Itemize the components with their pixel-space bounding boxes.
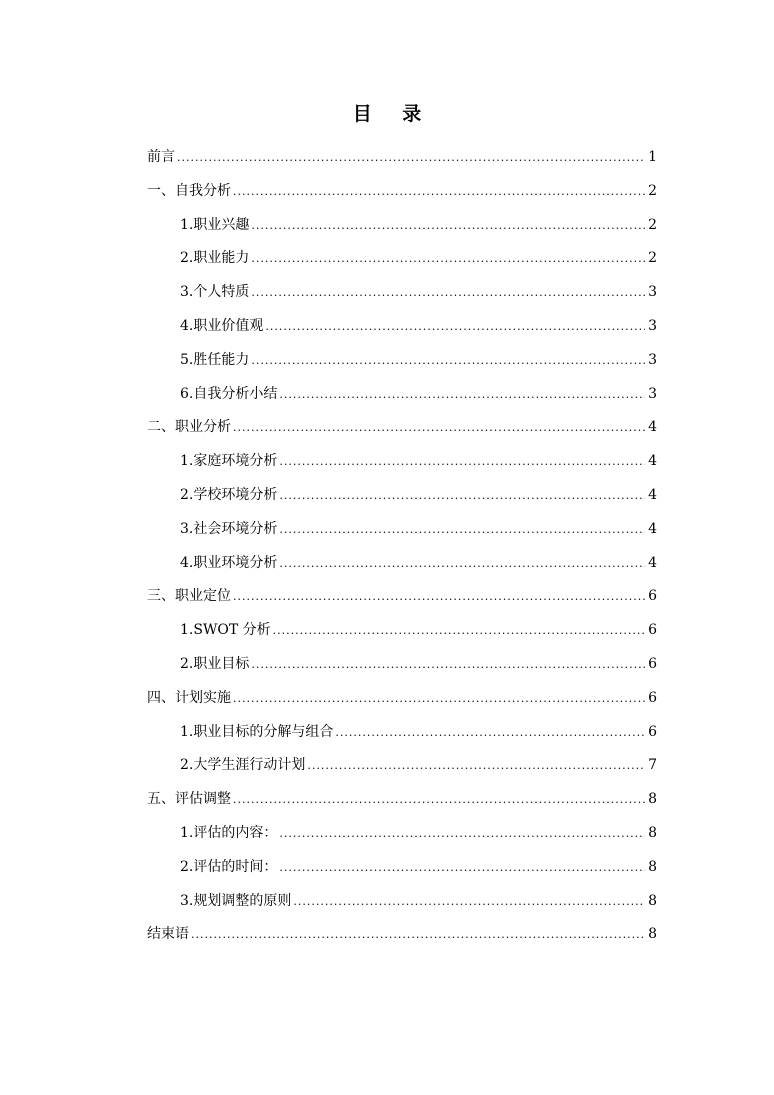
toc-dot-leader — [251, 651, 645, 679]
toc-entry[interactable] — [147, 413, 657, 447]
toc-entry-label: 4.职业环境分析 — [180, 554, 278, 571]
toc-dot-leader — [293, 888, 645, 916]
toc-entry-label: 4.职业价值观 — [180, 317, 264, 334]
toc-entry-label: 五、评估调整 — [147, 791, 231, 808]
toc-entry-page-number: 4 — [648, 486, 657, 503]
toc-entry-label: 2.评估的时间： — [180, 858, 278, 875]
toc-entry[interactable] — [147, 211, 657, 245]
toc-entry-page-number: 6 — [648, 622, 657, 639]
toc-dot-leader — [279, 516, 645, 544]
toc-dot-leader — [251, 212, 645, 240]
toc-entry[interactable] — [147, 819, 657, 853]
toc-entry[interactable] — [147, 143, 657, 177]
toc-entry-label: 1.评估的内容： — [180, 824, 278, 841]
toc-dot-leader — [191, 921, 645, 949]
toc-entry-page-number: 4 — [648, 554, 657, 571]
toc-dot-leader — [177, 144, 645, 172]
toc-entry-page-number: 6 — [648, 689, 657, 706]
toc-entry[interactable] — [147, 312, 657, 346]
toc-entry[interactable] — [147, 785, 657, 819]
toc-dot-leader — [335, 719, 645, 747]
toc-entry-label: 三、职业定位 — [147, 588, 231, 605]
toc-dot-leader — [251, 279, 645, 307]
toc-dot-leader — [279, 482, 645, 510]
toc-entry[interactable] — [147, 887, 657, 921]
toc-entry[interactable] — [147, 650, 657, 684]
toc-entry-label: 1.家庭环境分析 — [180, 453, 278, 470]
toc-entry[interactable] — [147, 853, 657, 887]
toc-entry-label: 1.SWOT 分析 — [180, 622, 271, 639]
toc-entry-label: 3.个人特质 — [180, 284, 250, 301]
toc-entry-page-number: 1 — [648, 149, 657, 165]
toc-entry-label: 1.职业兴趣 — [180, 216, 250, 233]
toc-entry-page-number: 6 — [648, 655, 657, 672]
toc-entry-page-number: 6 — [648, 723, 657, 740]
toc-dot-leader — [233, 786, 645, 814]
toc-entry-page-number: 4 — [648, 419, 657, 436]
toc-dot-leader — [233, 178, 645, 206]
toc-dot-leader — [265, 313, 645, 341]
table-of-contents — [147, 143, 657, 954]
toc-entry-label: 二、职业分析 — [147, 419, 231, 436]
toc-entry[interactable] — [147, 718, 657, 752]
toc-entry[interactable] — [147, 481, 657, 515]
toc-entry[interactable] — [147, 447, 657, 481]
toc-entry-label: 3.规划调整的原则 — [180, 892, 292, 909]
toc-entry[interactable] — [147, 582, 657, 616]
toc-entry-label: 2.职业能力 — [180, 250, 250, 267]
toc-dot-leader — [279, 381, 645, 409]
toc-entry-page-number: 8 — [648, 858, 657, 875]
toc-entry-page-number: 8 — [648, 824, 657, 841]
toc-dot-leader — [279, 448, 645, 476]
toc-dot-leader — [273, 617, 645, 645]
toc-dot-leader — [279, 550, 645, 578]
toc-entry-label: 一、自我分析 — [147, 182, 231, 199]
toc-entry-page-number: 7 — [648, 757, 657, 774]
toc-entry-page-number: 3 — [648, 351, 657, 368]
toc-entry[interactable] — [147, 549, 657, 583]
toc-entry-label: 3.社会环境分析 — [180, 520, 278, 537]
toc-entry-page-number: 8 — [648, 892, 657, 909]
toc-dot-leader — [233, 414, 645, 442]
toc-entry-page-number: 2 — [648, 182, 657, 199]
toc-dot-leader — [233, 583, 645, 611]
toc-entry-label: 四、计划实施 — [147, 689, 231, 706]
toc-entry-page-number: 3 — [648, 385, 657, 402]
toc-entry-page-number: 4 — [648, 453, 657, 470]
page-title: 目 录 — [352, 103, 434, 125]
toc-entry[interactable] — [147, 380, 657, 414]
toc-entry[interactable] — [147, 346, 657, 380]
toc-entry-page-number: 3 — [648, 284, 657, 301]
toc-dot-leader — [279, 820, 645, 848]
toc-dot-leader — [233, 685, 645, 713]
toc-entry-page-number: 8 — [648, 926, 657, 943]
toc-entry-label: 2.学校环境分析 — [180, 486, 278, 503]
toc-entry-page-number: 2 — [648, 216, 657, 233]
toc-entry[interactable] — [147, 278, 657, 312]
toc-entry-page-number: 8 — [648, 791, 657, 808]
toc-entry-page-number: 3 — [648, 317, 657, 334]
toc-dot-leader — [307, 752, 645, 780]
toc-entry-label: 2.职业目标 — [180, 655, 250, 672]
toc-entry[interactable] — [147, 177, 657, 211]
toc-entry[interactable] — [147, 920, 657, 954]
toc-dot-leader — [251, 245, 645, 273]
toc-entry-label: 前言 — [147, 149, 175, 165]
toc-entry-page-number: 2 — [648, 250, 657, 267]
toc-entry-label: 6.自我分析小结 — [180, 385, 278, 402]
toc-entry-label: 结束语 — [147, 926, 189, 943]
toc-dot-leader — [251, 347, 645, 375]
toc-entry[interactable] — [147, 751, 657, 785]
toc-dot-leader — [279, 854, 645, 882]
toc-entry-label: 5.胜任能力 — [180, 351, 250, 368]
toc-entry-label: 1.职业目标的分解与组合 — [180, 723, 334, 740]
toc-entry-page-number: 6 — [648, 588, 657, 605]
toc-entry[interactable] — [147, 616, 657, 650]
toc-entry-label: 2.大学生涯行动计划 — [180, 757, 306, 774]
toc-entry[interactable] — [147, 244, 657, 278]
toc-entry-page-number: 4 — [648, 520, 657, 537]
toc-entry[interactable] — [147, 684, 657, 718]
toc-entry[interactable] — [147, 515, 657, 549]
